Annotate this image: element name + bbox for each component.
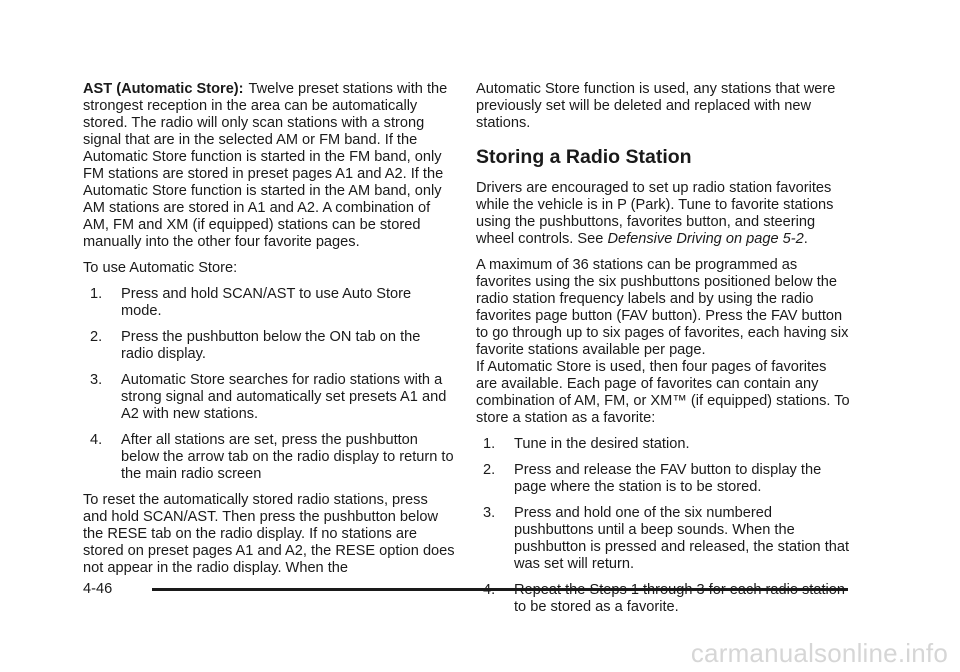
right-column — [476, 81, 850, 625]
list-item — [483, 505, 850, 573]
step-number: 3. — [483, 505, 496, 521]
step-text: Tune in the desired station. — [514, 436, 690, 452]
step-number: 3. — [90, 372, 103, 388]
step-number: 1. — [483, 436, 496, 452]
favorites-paragraph — [476, 180, 850, 248]
step-text: Press the pushbutton below the ON tab on the radio display. — [121, 329, 421, 362]
step-text: Press and hold one of the six numbered pushbuttons until a beep sounds. When the pushbutton is pressed and released, the station that was set will return. — [514, 505, 850, 572]
list-item — [483, 436, 850, 453]
step-text: Press and hold SCAN/AST to use Auto Store mode. — [121, 286, 412, 319]
list-item — [90, 286, 455, 320]
step-text: Press and release the FAV button to display the page where the station is to be stored. — [514, 462, 822, 495]
page-number: 4-46 — [83, 581, 113, 597]
automatic-store-paragraph: If Automatic Store is used, then four pages of favorites are available. Each page of favorites can contain any combination of AM, FM, or XM™ (if equipped) stations. To store a station as a favorite: — [476, 359, 850, 426]
step-text: After all stations are set, press the pushbutton below the arrow tab on the radio display to return to the main radio screen — [121, 432, 454, 482]
list-item — [90, 372, 455, 423]
reset-paragraph: To reset the automatically stored radio stations, press and hold SCAN/AST. Then press the pushbutton below the RESE tab on the radio display. If no stations are stored on preset pages A1 and A2, the RESE option does not appear in the radio display. When the — [83, 492, 455, 576]
section-heading: Storing a Radio Station — [476, 146, 692, 168]
maximum-paragraph: A maximum of 36 stations can be programmed as favorites using the six pushbuttons positioned below the radio station frequency labels and by using the radio favorites page button (FAV button). Press the FAV button to go through up to six pages of favorites, each having six favorite stations available per page. — [476, 257, 849, 358]
cross-reference-link[interactable]: Defensive Driving on page 5-2 — [607, 231, 804, 247]
step-number: 2. — [90, 329, 103, 345]
step-text: to be stored as a favorite. — [514, 599, 679, 615]
automatic-store-steps — [83, 286, 455, 483]
left-column — [83, 81, 455, 586]
footer-rule — [152, 588, 848, 591]
ast-term: AST (Automatic Store): — [83, 81, 244, 97]
to-use-automatic-store: To use Automatic Store: — [83, 260, 238, 276]
step-text: Automatic Store searches for radio stations with a strong signal and automatically set presets A1 and A2 with new stations. — [121, 372, 447, 422]
watermark: carmanualsonline.info — [690, 638, 948, 668]
period: . — [803, 231, 808, 247]
ast-body: Twelve preset stations with the strongest reception in the area can be automatically stored. The radio will only scan stations with a strong signal that are in the selected AM or FM band. If the Automatic Store function is started in the FM band, only FM stations are stored in preset pages A1 and A2. If the Automatic Store function is started in the AM band, only AM stations are stored in A1 and A2. A combination of AM, FM and XM (if equipped) stations can be stored manually into the other four favorite pages. — [83, 81, 448, 250]
list-item — [90, 432, 455, 483]
list-item — [483, 462, 850, 496]
continuation-paragraph: Automatic Store function is used, any stations that were previously set will be deleted and replaced with new stations. — [476, 81, 836, 131]
step-number: 4. — [90, 432, 103, 448]
step-number: 2. — [483, 462, 496, 478]
step-number: 1. — [90, 286, 103, 302]
favorites-text: Drivers are encouraged to set up radio station favorites while the vehicle is in P (Park). Tune to favorite stations using the pushbuttons, favorites button, and steering wheel controls. See — [476, 180, 834, 247]
ast-paragraph — [83, 81, 455, 251]
list-item — [90, 329, 455, 363]
